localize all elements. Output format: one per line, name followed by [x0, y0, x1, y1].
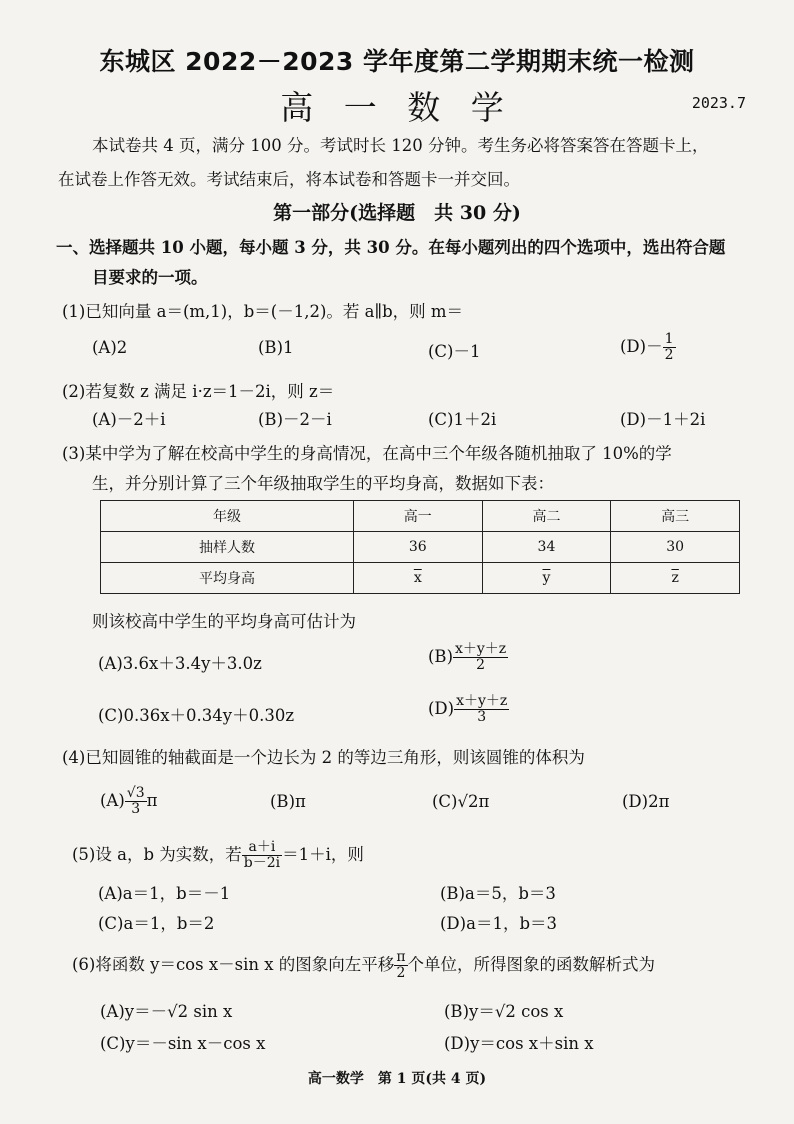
section-title: 第一部分(选择题 共 30 分) — [273, 202, 521, 224]
table-cell: $\overline{x}$ — [353, 563, 482, 594]
q1-option-d — [620, 332, 676, 363]
q6-stem-suffix: 个单位，所得图象的函数解析式为 — [407, 955, 656, 974]
q2-option-a: (A)－2＋i — [92, 410, 166, 429]
height-data-table — [100, 500, 740, 594]
q4-option-c: (C)√2π — [432, 792, 490, 811]
q5-option-a: (A)a＝1，b＝－1 — [98, 884, 231, 903]
table-header-cell: 高二 — [482, 501, 611, 532]
q5-stem-suffix: ＝1＋i，则 — [282, 845, 364, 864]
q6-option-c: (C)y＝－sin x－cos x — [100, 1034, 266, 1053]
q6-stem-fraction — [394, 950, 407, 981]
q1-option-a: (A)2 — [92, 338, 128, 357]
q1-d-den: 2 — [664, 347, 674, 363]
q2-option-d: (D)－1＋2i — [620, 410, 706, 429]
q4-stem: (4)已知圆锥的轴截面是一个边长为 2 的等边三角形，则该圆锥的体积为 — [62, 748, 585, 767]
page-footer: 高一数学 第 1 页(共 4 页) — [307, 1071, 487, 1087]
q3-option-d — [428, 694, 509, 725]
exam-subject: 高 一 数 学 — [280, 88, 514, 127]
section-intro-1: 一、选择题共 10 小题，每小题 3 分，共 30 分。在每小题列出的四个选项中，选出符合题 — [56, 238, 726, 257]
q4-option-b: (B)π — [270, 792, 306, 811]
table-header-cell: 高三 — [611, 501, 740, 532]
table-row — [101, 563, 740, 594]
q1-stem: (1)已知向量 a＝(m,1)，b＝(－1,2)。若 a∥b，则 m＝ — [62, 302, 464, 321]
table-header-cell: 年级 — [101, 501, 354, 532]
q3-d-den: 3 — [477, 709, 487, 725]
q6-stem — [72, 950, 655, 981]
q3-b-fraction — [453, 642, 508, 673]
q6-option-b: (B)y＝√2 cos x — [444, 1002, 564, 1021]
q3-ask: 则该校高中学生的平均身高可估计为 — [92, 612, 356, 631]
q5-stem-prefix: (5)设 a，b 为实数，若 — [72, 845, 242, 864]
q3-d-fraction — [454, 694, 509, 725]
instructions-line-2: 在试卷上作答无效。考试结束后，将本试卷和答题卡一并交回。 — [58, 170, 520, 189]
q3-d-prefix: (D) — [428, 699, 455, 718]
q5-option-b: (B)a＝5，b＝3 — [440, 884, 556, 903]
section-intro-2: 目要求的一项。 — [92, 268, 208, 287]
q5-stem-fraction — [242, 840, 282, 871]
table-cell: 36 — [353, 532, 482, 563]
q6-option-d: (D)y＝cos x＋sin x — [444, 1034, 594, 1053]
q3-option-a: (A)3.6x＋3.4y＋3.0z — [98, 654, 262, 673]
q3-stem-2: 生，并分别计算了三个年级抽取学生的平均身高，数据如下表： — [92, 474, 554, 493]
table-header-row — [101, 501, 740, 532]
q1-option-d-fraction — [663, 332, 676, 363]
table-cell: 抽样人数 — [101, 532, 354, 563]
table-row — [101, 532, 740, 563]
q5-frac-den: b－2i — [243, 855, 281, 871]
q2-stem: (2)若复数 z 满足 i·z＝1－2i，则 z＝ — [62, 382, 335, 401]
q6-frac-num: π — [396, 949, 406, 965]
q1-option-c: (C)－1 — [428, 342, 481, 361]
q6-stem-prefix: (6)将函数 y＝cos x－sin x 的图象向左平移 — [72, 955, 395, 974]
table-cell: $\overline{y}$ — [482, 563, 611, 594]
q4-a-prefix: (A) — [100, 791, 125, 810]
q5-frac-num: a＋i — [242, 840, 282, 856]
q5-stem — [72, 840, 364, 871]
q2-option-b: (B)－2－i — [258, 410, 332, 429]
q1-option-b: (B)1 — [258, 338, 294, 357]
exam-date: 2023.7 — [691, 94, 746, 112]
table-cell: 30 — [611, 532, 740, 563]
q3-option-b — [428, 642, 508, 673]
q2-option-c: (C)1＋2i — [428, 410, 497, 429]
q4-a-num: √3 — [126, 785, 145, 801]
q5-option-c: (C)a＝1，b＝2 — [98, 914, 215, 933]
q3-b-den: 2 — [476, 657, 486, 673]
q4-a-suffix: π — [146, 791, 158, 810]
q3-option-c: (C)0.36x＋0.34y＋0.30z — [98, 706, 295, 725]
q6-frac-den: 2 — [396, 965, 406, 981]
table-cell: 34 — [482, 532, 611, 563]
q6-option-a: (A)y＝－√2 sin x — [100, 1002, 233, 1021]
q3-stem-1: (3)某中学为了解在校高中学生的身高情况，在高中三个年级各随机抽取了 10%的学 — [62, 444, 672, 463]
q4-option-a — [100, 786, 157, 817]
q1-option-d-prefix: (D)－ — [620, 337, 663, 356]
q1-d-num: 1 — [664, 331, 674, 347]
q3-b-prefix: (B) — [428, 647, 453, 666]
q4-a-den: 3 — [131, 801, 141, 817]
table-header-cell: 高一 — [353, 501, 482, 532]
instructions-line-1: 本试卷共 4 页，满分 100 分。考试时长 120 分钟。考生务必将答案答在答题卡上， — [92, 136, 709, 155]
q3-d-num: x＋y＋z — [456, 693, 508, 709]
exam-title: 东城区 2022－2023 学年度第二学期期末统一检测 — [99, 47, 695, 76]
q3-b-num: x＋y＋z — [455, 641, 507, 657]
table-cell: 平均身高 — [101, 563, 354, 594]
table-cell: $\overline{z}$ — [611, 563, 740, 594]
q4-a-fraction — [125, 786, 147, 817]
q4-option-d: (D)2π — [622, 792, 670, 811]
q5-option-d: (D)a＝1，b＝3 — [440, 914, 557, 933]
